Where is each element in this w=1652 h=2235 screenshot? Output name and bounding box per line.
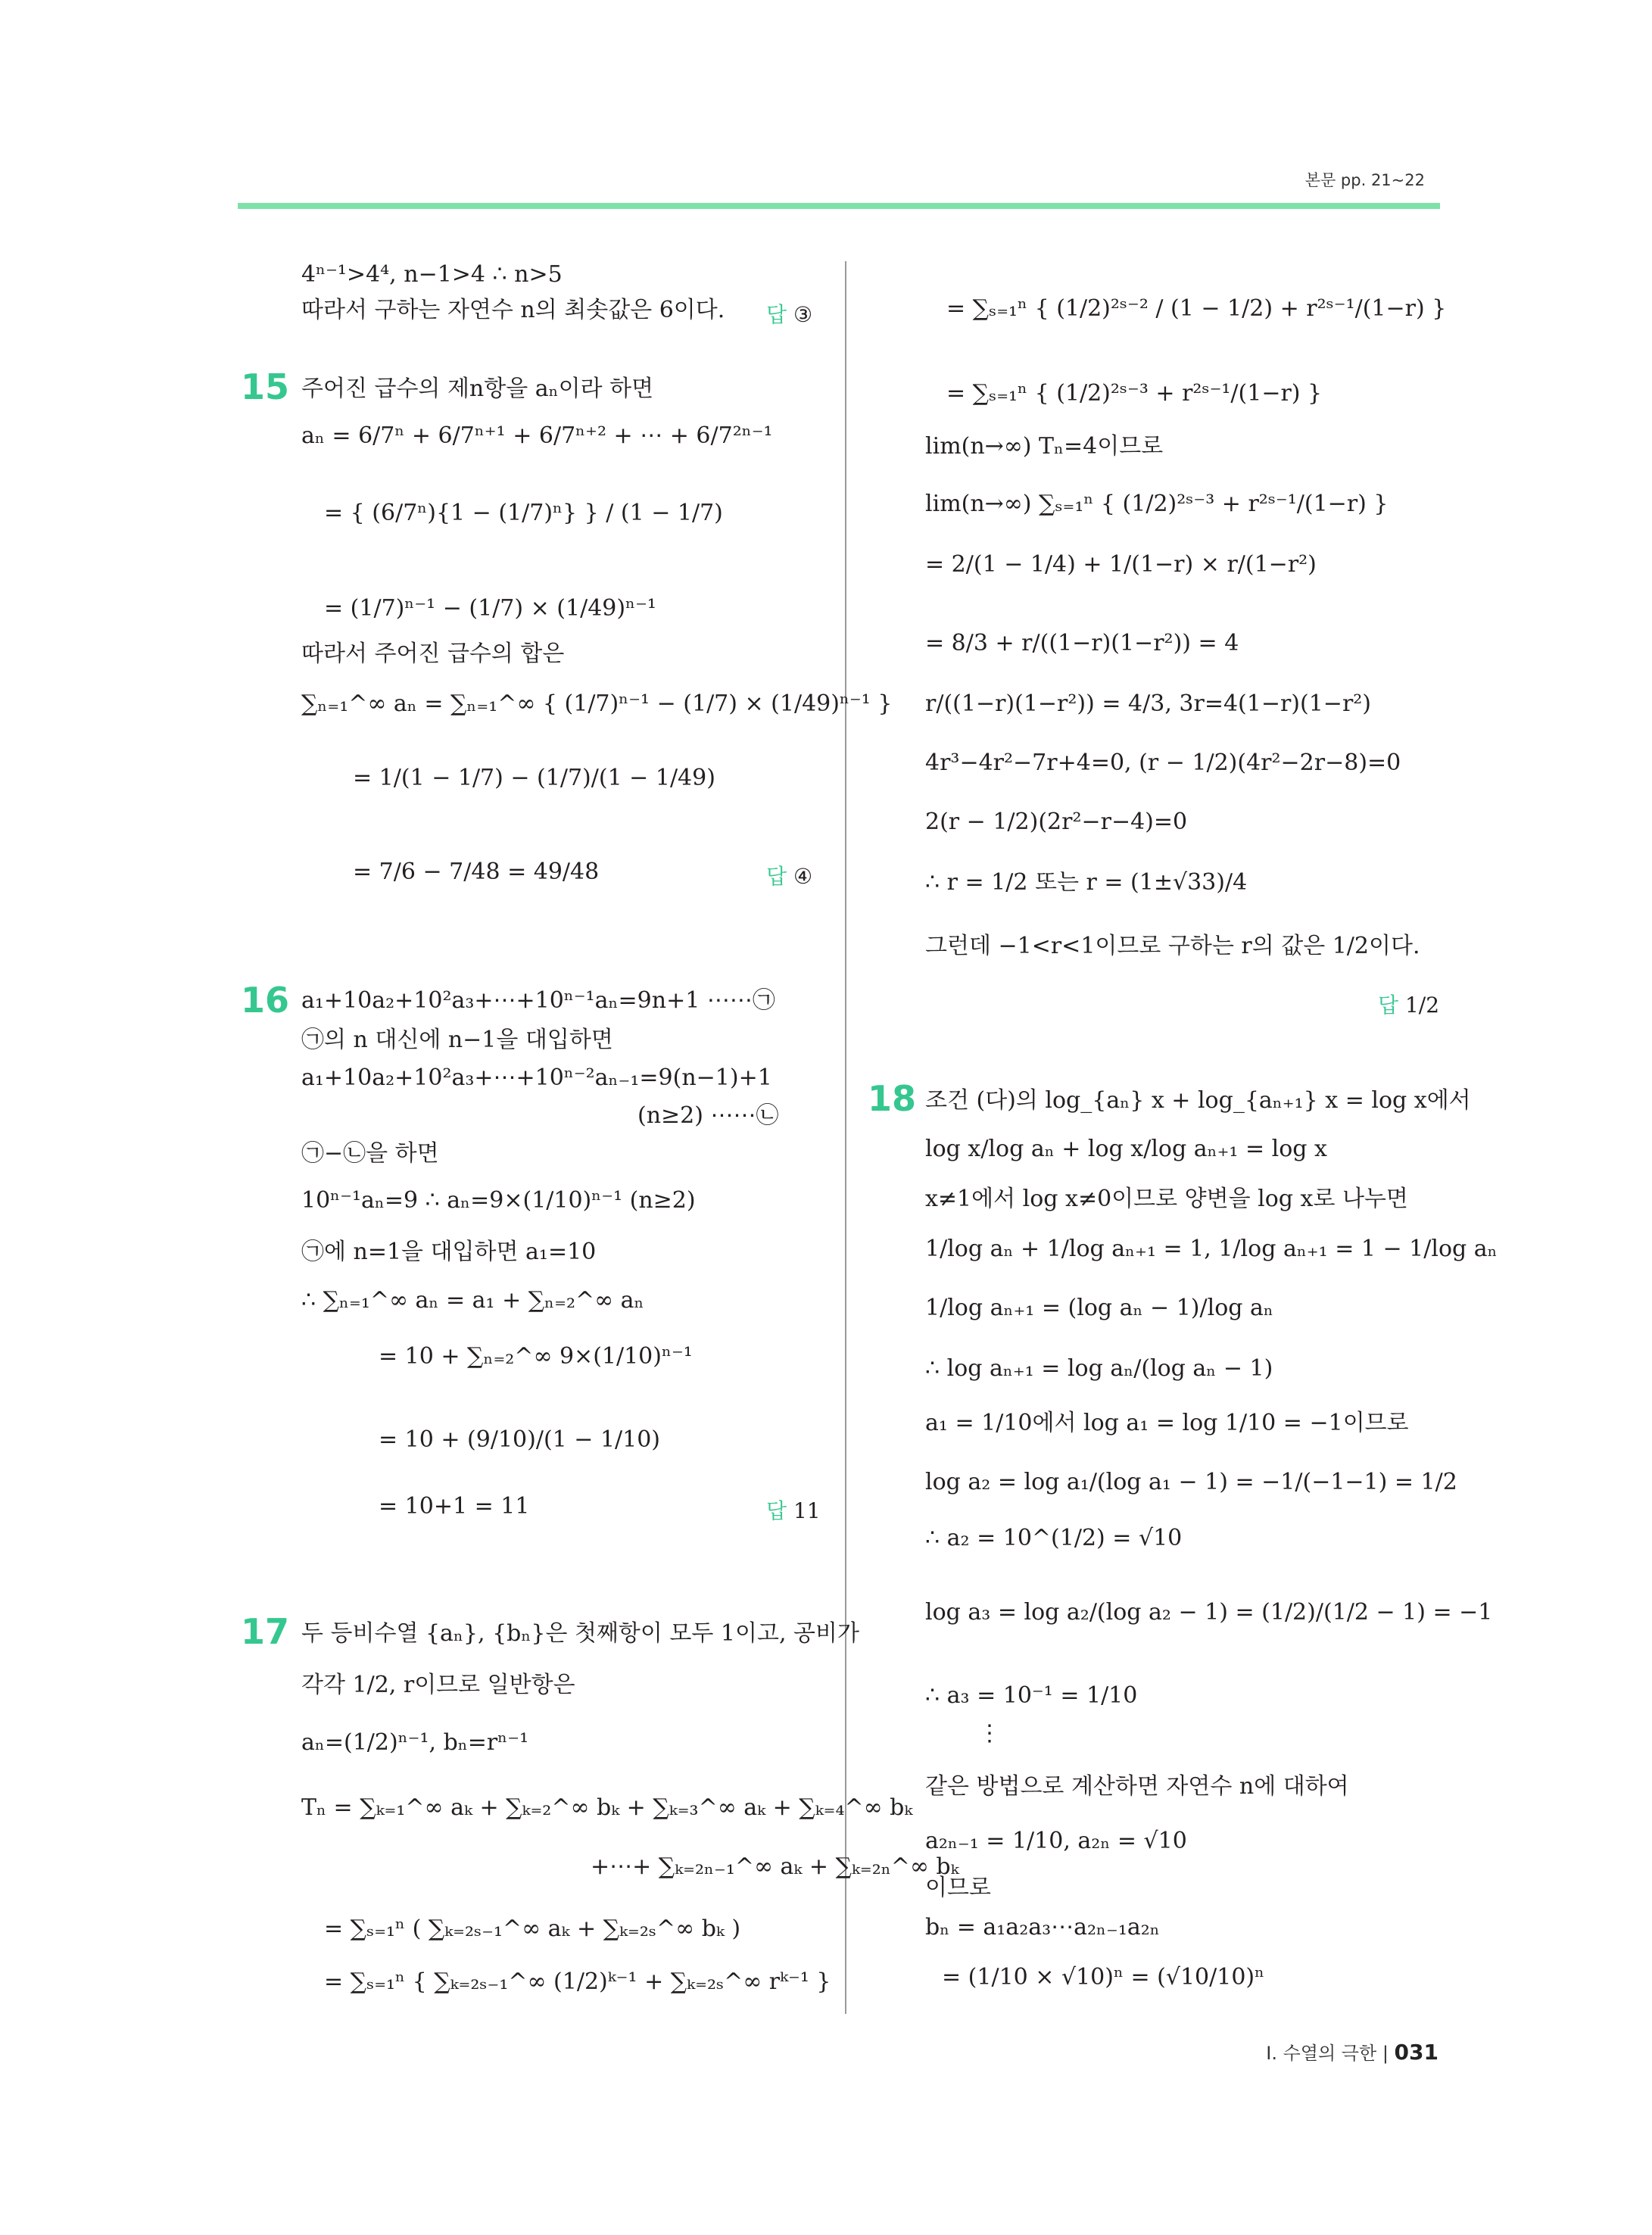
p16-line-6: 10ⁿ⁻¹aₙ=9 ∴ aₙ=9×(1/10)ⁿ⁻¹ (n≥2) — [301, 1187, 696, 1214]
p16-line-5: ㉠−㉡을 하면 — [301, 1140, 439, 1167]
p17-line-8: = ∑ₛ₌₁ⁿ { (1/2)²ˢ⁻² / (1 − 1/2) + r²ˢ⁻¹/(1−r) } — [946, 295, 1447, 322]
p17-line-14: r/((1−r)(1−r²)) = 4/3, 3r=4(1−r)(1−r²) — [925, 690, 1372, 717]
footer-section: Ⅰ. 수열의 극한 — [1266, 2043, 1377, 2064]
problem-number-16: 16 — [241, 980, 290, 1021]
problem-number-15: 15 — [241, 366, 290, 407]
p16-line-10: = 10 + (9/10)/(1 − 1/10) — [379, 1426, 661, 1453]
p14-line-1: 4ⁿ⁻¹>4⁴, n−1>4 ∴ n>5 — [301, 261, 563, 288]
p16-line-9: = 10 + ∑ₙ₌₂^∞ 9×(1/10)ⁿ⁻¹ — [379, 1343, 693, 1370]
p18-line-2: log x/log aₙ + log x/log aₙ₊₁ = log x — [925, 1136, 1327, 1162]
p15-line-4: = (1/7)ⁿ⁻¹ − (1/7) × (1/49)ⁿ⁻¹ — [324, 595, 656, 622]
p16-line-11: = 10+1 = 11 — [379, 1493, 530, 1520]
p17-line-13: = 8/3 + r/((1−r)(1−r²)) = 4 — [925, 630, 1239, 656]
p18-line-7: a₁ = 1/10에서 log a₁ = log 1/10 = −1이므로 — [925, 1410, 1409, 1436]
footer-separator: | — [1382, 2043, 1389, 2064]
p17-line-15: 4r³−4r²−7r+4=0, (r − 1/2)(4r²−2r−8)=0 — [925, 750, 1401, 776]
p17-line-12: = 2/(1 − 1/4) + 1/(1−r) × r/(1−r²) — [925, 551, 1317, 578]
problem-number-18: 18 — [868, 1078, 917, 1119]
p18-vertical-ellipsis: ⋮ — [978, 1720, 1001, 1747]
p18-line-16: bₙ = a₁a₂a₃⋯a₂ₙ₋₁a₂ₙ — [925, 1914, 1160, 1940]
p15-line-6: ∑ₙ₌₁^∞ aₙ = ∑ₙ₌₁^∞ { (1/7)ⁿ⁻¹ − (1/7) × (1/49)ⁿ⁻¹ } — [301, 690, 893, 717]
p16-line-7: ㉠에 n=1을 대입하면 a₁=10 — [301, 1239, 597, 1265]
p16-line-4: (n≥2) ⋯⋯㉡ — [637, 1102, 779, 1129]
p15-line-7: = 1/(1 − 1/7) − (1/7)/(1 − 1/49) — [353, 765, 715, 791]
p17-line-16: 2(r − 1/2)(2r²−r−4)=0 — [925, 809, 1188, 835]
p16-line-8: ∴ ∑ₙ₌₁^∞ aₙ = a₁ + ∑ₙ₌₂^∞ aₙ — [301, 1287, 644, 1314]
p17-line-3: aₙ=(1/2)ⁿ⁻¹, bₙ=rⁿ⁻¹ — [301, 1729, 529, 1756]
p18-line-15: 이므로 — [925, 1875, 991, 1901]
p14-answer: 답 ③ — [766, 302, 813, 327]
p16-answer: 답 11 — [766, 1498, 821, 1523]
p16-line-1: a₁+10a₂+10²a₃+⋯+10ⁿ⁻¹aₙ=9n+1 ⋯⋯㉠ — [301, 987, 775, 1014]
p18-line-5: 1/log aₙ₊₁ = (log aₙ − 1)/log aₙ — [925, 1295, 1273, 1321]
p18-line-13: 같은 방법으로 계산하면 자연수 n에 대하여 — [925, 1773, 1349, 1800]
p15-line-2: aₙ = 6/7ⁿ + 6/7ⁿ⁺¹ + 6/7ⁿ⁺² + ⋯ + 6/7²ⁿ⁻¹ — [301, 422, 773, 449]
p15-line-5: 따라서 주어진 급수의 합은 — [301, 641, 565, 667]
p17-line-10: lim(n→∞) Tₙ=4이므로 — [925, 433, 1164, 460]
p18-line-17: = (1/10 × √10)ⁿ = (√10/10)ⁿ — [942, 1964, 1265, 1990]
p16-line-2: ㉠의 n 대신에 n−1을 대입하면 — [301, 1027, 613, 1053]
p18-line-14: a₂ₙ₋₁ = 1/10, a₂ₙ = √10 — [925, 1828, 1187, 1854]
p18-line-11: ∴ a₃ = 10⁻¹ = 1/10 — [925, 1682, 1138, 1709]
p17-line-6: = ∑ₛ₌₁ⁿ ( ∑ₖ₌₂ₛ₋₁^∞ aₖ + ∑ₖ₌₂ₛ^∞ bₖ ) — [324, 1915, 741, 1942]
problem-number-17: 17 — [241, 1611, 290, 1652]
p17-line-7: = ∑ₛ₌₁ⁿ { ∑ₖ₌₂ₛ₋₁^∞ (1/2)ᵏ⁻¹ + ∑ₖ₌₂ₛ^∞ rᵏ⁻¹ } — [324, 1968, 831, 1995]
p15-line-8: = 7/6 − 7/48 = 49/48 — [353, 859, 600, 885]
p16-line-3: a₁+10a₂+10²a₃+⋯+10ⁿ⁻²aₙ₋₁=9(n−1)+1 — [301, 1065, 772, 1091]
p14-line-2: 따라서 구하는 자연수 n의 최솟값은 6이다. — [301, 297, 725, 323]
p18-line-6: ∴ log aₙ₊₁ = log aₙ/(log aₙ − 1) — [925, 1355, 1273, 1382]
p17-line-2: 각각 1/2, r이므로 일반항은 — [301, 1672, 575, 1698]
page-footer — [1266, 2038, 1438, 2065]
p17-line-5: +⋯+ ∑ₖ₌₂ₙ₋₁^∞ aₖ + ∑ₖ₌₂ₙ^∞ bₖ — [591, 1853, 959, 1880]
p18-line-4: 1/log aₙ + 1/log aₙ₊₁ = 1, 1/log aₙ₊₁ = 1 − 1/log aₙ — [925, 1236, 1498, 1262]
p15-line-3: = { (6/7ⁿ){1 − (1/7)ⁿ} } / (1 − 1/7) — [324, 500, 723, 526]
page-number: 031 — [1394, 2040, 1438, 2065]
p17-line-11: lim(n→∞) ∑ₛ₌₁ⁿ { (1/2)²ˢ⁻³ + r²ˢ⁻¹/(1−r) } — [925, 491, 1389, 517]
p18-line-8: log a₂ = log a₁/(log a₁ − 1) = −1/(−1−1) = 1/2 — [925, 1469, 1457, 1495]
p18-line-3: x≠1에서 log x≠0이므로 양변을 log x로 나누면 — [925, 1186, 1408, 1212]
p17-line-1: 두 등비수열 {aₙ}, {bₙ}은 첫째항이 모두 1이고, 공비가 — [301, 1620, 859, 1647]
header-rule — [238, 203, 1440, 209]
page-reference: 본문 pp. 21~22 — [1304, 171, 1425, 189]
p15-answer: 답 ④ — [766, 864, 813, 889]
p18-line-9: ∴ a₂ = 10^(1/2) = √10 — [925, 1525, 1183, 1551]
p17-line-9: = ∑ₛ₌₁ⁿ { (1/2)²ˢ⁻³ + r²ˢ⁻¹/(1−r) } — [946, 380, 1323, 407]
p18-line-1: 조건 (다)의 log_{aₙ} x + log_{aₙ₊₁} x = log x에서 — [925, 1087, 1471, 1114]
p17-line-4: Tₙ = ∑ₖ₌₁^∞ aₖ + ∑ₖ₌₂^∞ bₖ + ∑ₖ₌₃^∞ aₖ + ∑ₖ₌₄^∞ bₖ — [301, 1794, 913, 1821]
column-divider — [845, 261, 846, 2014]
p17-line-17: ∴ r = 1/2 또는 r = (1±√33)/4 — [925, 869, 1248, 896]
p17-line-18: 그런데 −1<r<1이므로 구하는 r의 값은 1/2이다. — [925, 933, 1420, 959]
p18-line-10: log a₃ = log a₂/(log a₂ − 1) = (1/2)/(1/2 − 1) = −1 — [925, 1599, 1493, 1626]
p15-line-1: 주어진 급수의 제n항을 aₙ이라 하면 — [301, 376, 654, 402]
p17-answer: 답 1/2 — [1378, 993, 1440, 1018]
